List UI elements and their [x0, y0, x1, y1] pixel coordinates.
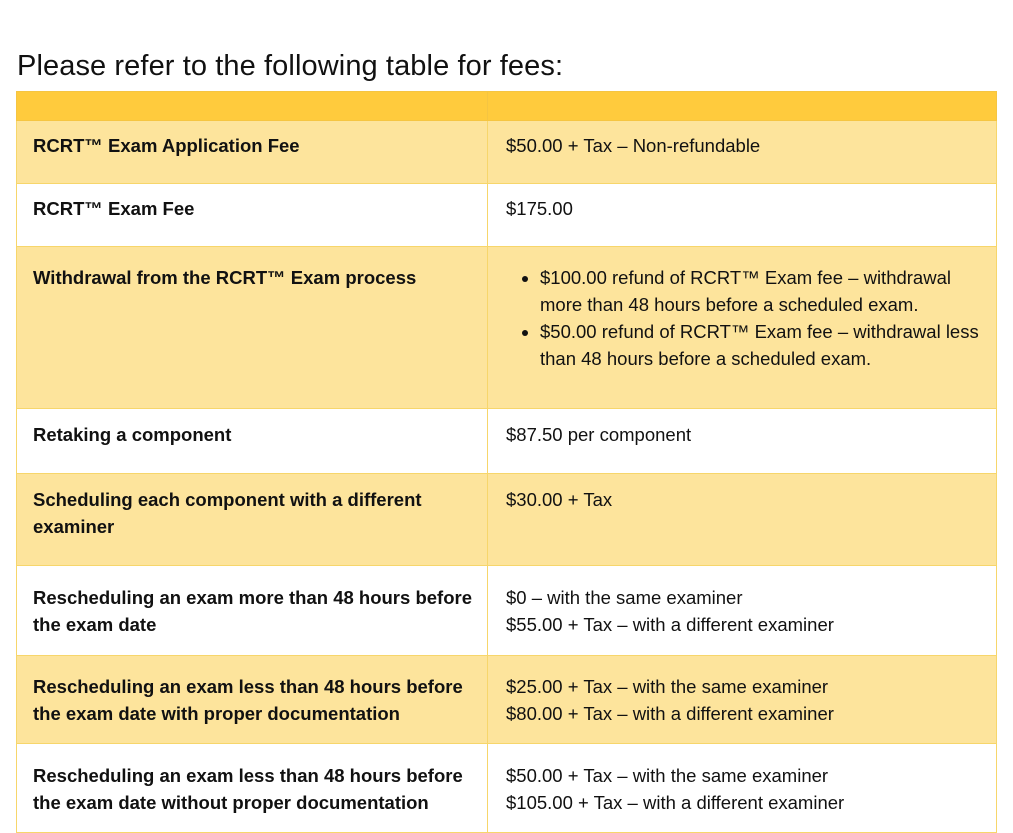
- fee-value-line: $50.00 + Tax – Non-refundable: [506, 135, 761, 156]
- fee-label: Rescheduling an exam less than 48 hours before the exam date without proper documentation: [17, 744, 488, 833]
- table-row: [17, 474, 997, 566]
- table-row: [17, 247, 997, 409]
- page-heading: Please refer to the following table for fees:: [17, 50, 564, 82]
- fee-value: [488, 744, 997, 833]
- fee-table: [16, 91, 997, 833]
- fee-label: Retaking a component: [17, 409, 488, 474]
- fee-value-line: $175.00: [506, 198, 573, 219]
- fee-label: RCRT™ Exam Application Fee: [17, 121, 488, 184]
- fee-label: RCRT™ Exam Fee: [17, 184, 488, 247]
- refund-list-item: • $50.00 refund of RCRT™ Exam fee – withdrawal less than 48 hours before a scheduled exam.: [540, 318, 982, 372]
- fee-label: Scheduling each component with a different examiner: [17, 474, 488, 566]
- refund-list-item: • $100.00 refund of RCRT™ Exam fee – withdrawal more than 48 hours before a scheduled exam.: [540, 264, 982, 318]
- table-row: [17, 656, 997, 744]
- fee-value: [488, 566, 997, 656]
- table-row: [17, 409, 997, 474]
- fee-value-line: $30.00 + Tax: [506, 489, 613, 510]
- refund-list: [506, 264, 982, 372]
- fee-value-line: $105.00 + Tax – with a different examiner: [506, 792, 845, 813]
- table-row: [17, 121, 997, 184]
- table-row: [17, 744, 997, 833]
- fee-value-line: $55.00 + Tax – with a different examiner: [506, 614, 834, 635]
- fee-value: [488, 184, 997, 247]
- fee-value: [488, 121, 997, 184]
- table-row: [17, 566, 997, 656]
- fee-value: [488, 656, 997, 744]
- fee-value: [488, 247, 997, 409]
- header-cell: [488, 92, 997, 121]
- fee-value-line: $25.00 + Tax – with the same examiner: [506, 676, 829, 697]
- fee-label: Rescheduling an exam more than 48 hours before the exam date: [17, 566, 488, 656]
- fee-value-line: $80.00 + Tax – with a different examiner: [506, 703, 834, 724]
- table-header-row: [17, 92, 997, 121]
- table-row: [17, 184, 997, 247]
- fee-label: Rescheduling an exam less than 48 hours before the exam date with proper documentation: [17, 656, 488, 744]
- fee-value: [488, 409, 997, 474]
- fee-value: [488, 474, 997, 566]
- fee-value-line: $0 – with the same examiner: [506, 587, 743, 608]
- header-cell: [17, 92, 488, 121]
- fee-value-line: $87.50 per component: [506, 424, 692, 445]
- fee-value-line: $50.00 + Tax – with the same examiner: [506, 765, 829, 786]
- fee-label: Withdrawal from the RCRT™ Exam process: [17, 247, 488, 409]
